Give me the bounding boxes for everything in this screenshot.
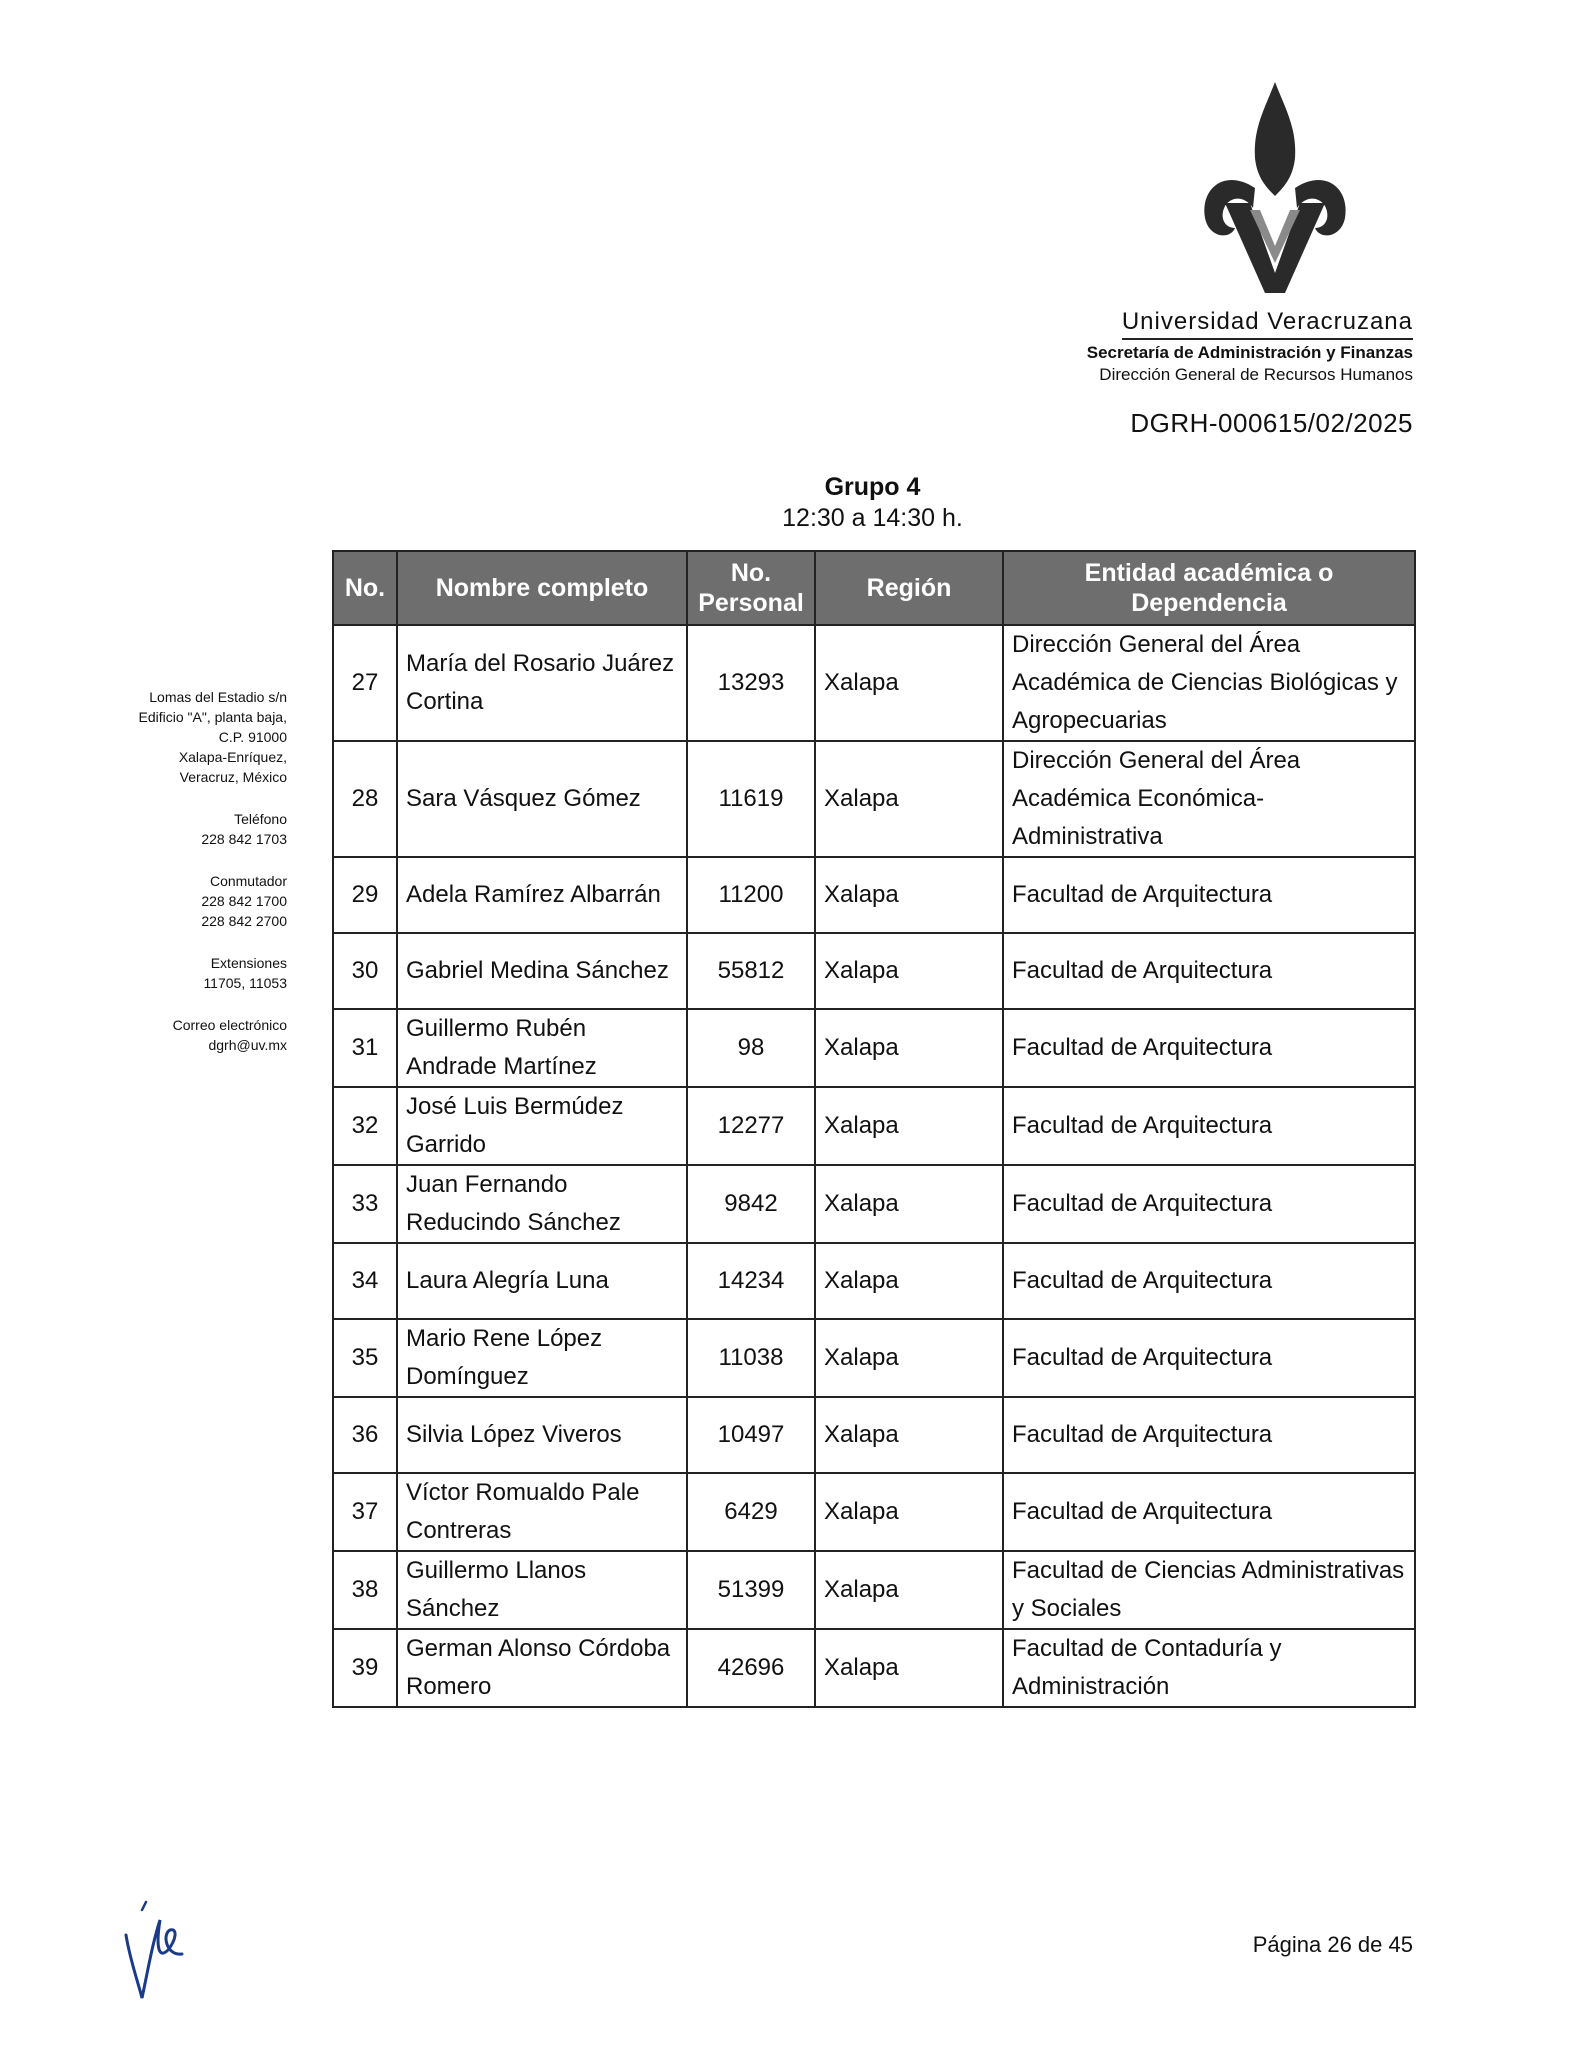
cell-region: Xalapa — [815, 1551, 1003, 1629]
table-row — [333, 857, 1415, 933]
cell-personal: 13293 — [687, 625, 815, 741]
contact-sidebar — [67, 687, 287, 1077]
cell-no: 29 — [333, 857, 397, 933]
cell-name: Adela Ramírez Albarrán — [397, 857, 687, 933]
cell-no: 27 — [333, 625, 397, 741]
cell-no: 33 — [333, 1165, 397, 1243]
table-row — [333, 1009, 1415, 1087]
header-name: Nombre completo — [397, 551, 687, 625]
group-heading — [0, 473, 1585, 533]
participants-table — [332, 550, 1416, 1708]
cell-name: Gabriel Medina Sánchez — [397, 933, 687, 1009]
cell-no: 28 — [333, 741, 397, 857]
cell-personal: 11619 — [687, 741, 815, 857]
header-entity: Entidad académica o Dependencia — [1003, 551, 1415, 625]
cell-entity: Facultad de Contaduría y Administración — [1003, 1629, 1415, 1707]
cell-entity: Facultad de Arquitectura — [1003, 1087, 1415, 1165]
table-header-row — [333, 551, 1415, 625]
cell-region: Xalapa — [815, 1009, 1003, 1087]
header-region: Región — [815, 551, 1003, 625]
address-line: Lomas del Estadio s/n — [149, 689, 287, 705]
extensions-block — [67, 953, 287, 993]
cell-region: Xalapa — [815, 857, 1003, 933]
cell-personal: 9842 — [687, 1165, 815, 1243]
cell-region: Xalapa — [815, 1243, 1003, 1319]
cell-no: 30 — [333, 933, 397, 1009]
cell-personal: 11200 — [687, 857, 815, 933]
university-logo — [1195, 78, 1355, 298]
phone-label: Teléfono — [234, 811, 287, 827]
cell-entity: Facultad de Arquitectura — [1003, 1165, 1415, 1243]
cell-entity: Facultad de Arquitectura — [1003, 1397, 1415, 1473]
cell-name: Silvia López Viveros — [397, 1397, 687, 1473]
cell-no: 37 — [333, 1473, 397, 1551]
cell-no: 32 — [333, 1087, 397, 1165]
cell-entity: Dirección General del Área Académica de Ciencias Biológicas y Agropecuarias — [1003, 625, 1415, 741]
cell-name: Víctor Romualdo Pale Contreras — [397, 1473, 687, 1551]
cell-entity: Facultad de Arquitectura — [1003, 1473, 1415, 1551]
email-block — [67, 1015, 287, 1055]
switchboard-number: 228 842 2700 — [201, 913, 287, 929]
cell-entity: Facultad de Arquitectura — [1003, 857, 1415, 933]
cell-no: 36 — [333, 1397, 397, 1473]
cell-name: María del Rosario Juárez Cortina — [397, 625, 687, 741]
cell-personal: 51399 — [687, 1551, 815, 1629]
extensions-label: Extensiones — [210, 955, 287, 971]
cell-entity: Facultad de Arquitectura — [1003, 1009, 1415, 1087]
address-line: Edificio "A", planta baja, — [138, 709, 287, 725]
document-reference: DGRH-000615/02/2025 — [1130, 408, 1413, 438]
address-line: C.P. 91000 — [218, 729, 287, 745]
extensions-value: 11705, 11053 — [203, 975, 287, 991]
table-row — [333, 1319, 1415, 1397]
cell-no: 31 — [333, 1009, 397, 1087]
address-block — [67, 687, 287, 787]
cell-personal: 12277 — [687, 1087, 815, 1165]
group-schedule: 12:30 a 14:30 h. — [782, 504, 963, 532]
group-title: Grupo 4 — [824, 473, 921, 501]
secretariat-name: Secretaría de Administración y Finanzas — [1086, 343, 1413, 362]
cell-personal: 42696 — [687, 1629, 815, 1707]
directorate-name: Dirección General de Recursos Humanos — [1099, 365, 1413, 384]
cell-personal: 98 — [687, 1009, 815, 1087]
cell-personal: 55812 — [687, 933, 815, 1009]
cell-personal: 10497 — [687, 1397, 815, 1473]
cell-entity: Dirección General del Área Académica Económica-Administrativa — [1003, 741, 1415, 857]
cell-name: German Alonso Córdoba Romero — [397, 1629, 687, 1707]
email-label: Correo electrónico — [172, 1017, 287, 1033]
university-name: Universidad Veracruzana — [1122, 308, 1413, 340]
cell-region: Xalapa — [815, 741, 1003, 857]
cell-region: Xalapa — [815, 1629, 1003, 1707]
switchboard-number: 228 842 1700 — [201, 893, 287, 909]
table-row — [333, 1397, 1415, 1473]
address-line: Xalapa-Enríquez, — [178, 749, 287, 765]
cell-name: Guillermo Llanos Sánchez — [397, 1551, 687, 1629]
cell-no: 34 — [333, 1243, 397, 1319]
cell-entity: Facultad de Ciencias Administrativas y Sociales — [1003, 1551, 1415, 1629]
header-personal: No. Personal — [687, 551, 815, 625]
cell-name: Sara Vásquez Gómez — [397, 741, 687, 857]
cell-personal: 11038 — [687, 1319, 815, 1397]
cell-entity: Facultad de Arquitectura — [1003, 1243, 1415, 1319]
phone-block — [67, 809, 287, 849]
phone-number: 228 842 1703 — [201, 831, 287, 847]
table-row — [333, 625, 1415, 741]
table-row — [333, 1087, 1415, 1165]
switchboard-label: Conmutador — [209, 873, 287, 889]
cell-region: Xalapa — [815, 625, 1003, 741]
table-row — [333, 933, 1415, 1009]
cell-name: Mario Rene López Domínguez — [397, 1319, 687, 1397]
cell-region: Xalapa — [815, 933, 1003, 1009]
table-row — [333, 1551, 1415, 1629]
table-row — [333, 1243, 1415, 1319]
handwritten-signature — [112, 1890, 192, 2005]
letterhead — [1087, 308, 1413, 385]
cell-region: Xalapa — [815, 1473, 1003, 1551]
cell-region: Xalapa — [815, 1165, 1003, 1243]
cell-region: Xalapa — [815, 1087, 1003, 1165]
table-row — [333, 741, 1415, 857]
switchboard-block — [67, 871, 287, 931]
table-row — [333, 1165, 1415, 1243]
cell-no: 35 — [333, 1319, 397, 1397]
cell-name: Laura Alegría Luna — [397, 1243, 687, 1319]
cell-personal: 14234 — [687, 1243, 815, 1319]
cell-entity: Facultad de Arquitectura — [1003, 933, 1415, 1009]
cell-no: 38 — [333, 1551, 397, 1629]
cell-entity: Facultad de Arquitectura — [1003, 1319, 1415, 1397]
cell-name: José Luis Bermúdez Garrido — [397, 1087, 687, 1165]
cell-name: Juan Fernando Reducindo Sánchez — [397, 1165, 687, 1243]
table-row — [333, 1473, 1415, 1551]
cell-no: 39 — [333, 1629, 397, 1707]
table-row — [333, 1629, 1415, 1707]
cell-name: Guillermo Rubén Andrade Martínez — [397, 1009, 687, 1087]
page-number: Página 26 de 45 — [1252, 1932, 1413, 1957]
cell-region: Xalapa — [815, 1397, 1003, 1473]
address-line: Veracruz, México — [179, 769, 287, 785]
header-no: No. — [333, 551, 397, 625]
email-value: dgrh@uv.mx — [208, 1037, 287, 1053]
cell-region: Xalapa — [815, 1319, 1003, 1397]
cell-personal: 6429 — [687, 1473, 815, 1551]
